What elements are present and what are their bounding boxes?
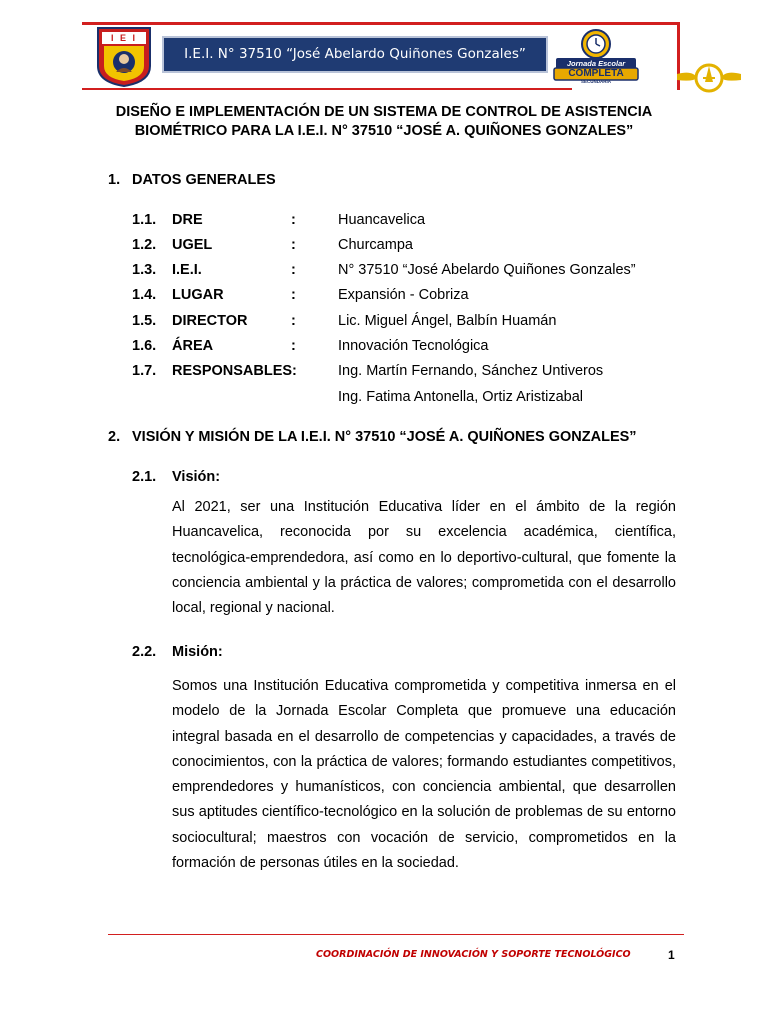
vision-number: 2.1.	[132, 469, 157, 485]
section-1-heading: DATOS GENERALES	[132, 172, 276, 188]
mision-number: 2.2.	[132, 644, 157, 660]
row-1-7-value: Ing. Martín Fernando, Sánchez Untiveros	[338, 363, 604, 379]
row-1-1-number: 1.1.	[132, 212, 157, 228]
row-1-4-colon: :	[291, 287, 296, 303]
row-1-2-colon: :	[291, 237, 296, 253]
row-1-5-value: Lic. Miguel Ángel, Balbín Huamán	[338, 313, 557, 329]
row-1-5-number: 1.5.	[132, 313, 157, 329]
school-logo	[96, 26, 152, 88]
row-1-2-label: UGEL	[172, 237, 213, 253]
row-1-5-colon: :	[291, 313, 296, 329]
jec-line1: Jornada Escolar	[566, 59, 626, 68]
row-1-7-value-second: Ing. Fatima Antonella, Ortiz Aristizabal	[338, 389, 583, 405]
row-1-6-colon: :	[291, 338, 296, 354]
school-logo-letters: I E I	[110, 33, 137, 43]
section-2-number: 2.	[108, 429, 121, 445]
header-rule-bottom	[82, 88, 572, 90]
row-1-6-label: ÁREA	[172, 338, 214, 354]
mision-paragraph: Somos una Institución Educativa comprometida y competitiva inmersa en el modelo de la Jornada Escolar Completa que promueve una educación integral basada en el desarrollo de competencias y capacidades, a través de conocimientos, con la práctica de valores; formando estudiantes competitivos, emprendedores y humanísticos, con conciencia ambiental, que desarrollen sus aptitudes científico-tecnológico en la solución de problemas de su entorno sociocultural; maestros con vocación de servicio, comprometidos en la formación de personas útiles en la sociedad.	[172, 678, 676, 872]
row-1-6-number: 1.6.	[132, 338, 157, 354]
jec-line3: SECUNDARIA	[580, 79, 611, 84]
vision-paragraph: Al 2021, ser una Institución Educativa líder en el ámbito de la región Huancavelica, reconocida por su excelencia académica, científica, tecnológica-emprendedora, así como en lo deportivo-cultural, que fomente la conciencia ambiental y la práctica de valores; comprometida con el desarrollo local, regional y nacional.	[172, 499, 676, 617]
row-1-1-label: DRE	[172, 212, 203, 228]
footer-rule	[108, 934, 684, 935]
row-1-1-value: Huancavelica	[338, 212, 426, 228]
row-1-3-colon: :	[291, 262, 296, 278]
vision-heading: Visión:	[172, 469, 221, 485]
section-2-heading: VISIÓN Y MISIÓN DE LA I.E.I. N° 37510 “JOSÉ A. QUIÑONES GONZALES”	[132, 429, 637, 445]
header-banner: I.E.I. N° 37510 “José Abelardo Quiñones Gonzales”	[162, 36, 548, 73]
mision-heading: Misión:	[172, 644, 223, 660]
row-1-6-value: Innovación Tecnológica	[338, 338, 489, 354]
row-1-2-number: 1.2.	[132, 237, 157, 253]
row-1-1-colon: :	[291, 212, 296, 228]
row-1-3-label: I.E.I.	[172, 262, 202, 278]
jornada-escolar-logo	[550, 28, 642, 84]
document-title: DISEÑO E IMPLEMENTACIÓN DE UN SISTEMA DE CONTROL DE ASISTENCIA BIOMÉTRICO PARA LA I.E.I. N° 37510 “JOSÉ A. QUIÑONES GONZALES”	[115, 104, 653, 139]
row-1-7-label: RESPONSABLES:	[172, 363, 297, 379]
row-1-4-value: Expansión - Cobriza	[338, 287, 469, 303]
row-1-3-number: 1.3.	[132, 262, 157, 278]
jec-line2: COMPLETA	[568, 68, 624, 79]
footer-coordination: COORDINACIÓN DE INNOVACIÓN Y SOPORTE TECNOLÓGICO	[316, 949, 631, 960]
aviation-emblem-icon	[675, 52, 743, 104]
section-1-number: 1.	[108, 172, 121, 188]
row-1-3-value: N° 37510 “José Abelardo Quiñones Gonzales”	[338, 262, 636, 278]
header-rule-top	[82, 22, 680, 25]
row-1-7-number: 1.7.	[132, 363, 157, 379]
row-1-2-value: Churcampa	[338, 237, 413, 253]
page-number: 1	[668, 948, 675, 962]
row-1-4-number: 1.4.	[132, 287, 157, 303]
row-1-5-label: DIRECTOR	[172, 313, 248, 329]
row-1-4-label: LUGAR	[172, 287, 224, 303]
